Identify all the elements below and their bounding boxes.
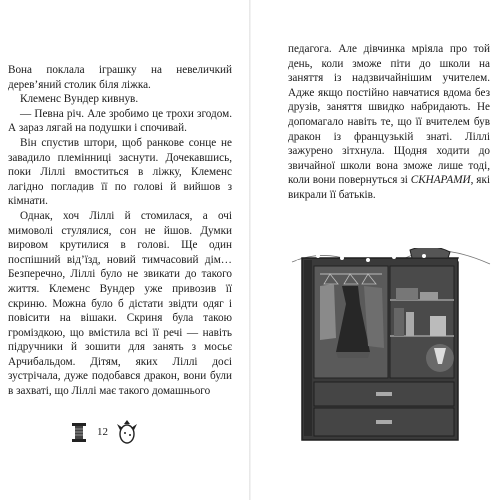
paragraph-text: педагога. Але дівчинка мріяла про той день, коли зможе піти до школи на заняття із надзвичайнішим учителем. Адже якщо постійно навчатися вдома без друзів, заняття швидко набридають. Не допомагало навіть те, що її вчителем був дракон із французькій знаті. Ліллі зажурено зітхнула. Щодня ходити до звичайної школи вона зможе лише тоді, коли вони повернуться зі [288, 43, 490, 187]
paragraph: — Певна річ. Але зробимо це трохи згодом. А зараз лягай на подушки і спочивай. [8, 107, 232, 135]
page-number: 12 [97, 426, 108, 438]
paragraph: Клеменс Вундер кивнув. [20, 93, 139, 106]
paragraph [288, 42, 490, 203]
paragraph-text-end: , які викрали її батьків. [288, 174, 490, 201]
paragraph: Вона поклала іграшку на невеличкий дерев’яний столик біля ліжка. [8, 64, 232, 91]
paragraph: Він спустив штори, щоб ранкове сонце не завадило племінниці заснути. Дочекавшись, поки Ліллі вмоститься в ліжку, Клеменс лагідно погладив її по голові й вийшов з кімнати. [8, 136, 232, 208]
trunk-illustration [290, 248, 495, 448]
emphasized-word: СКНАРАМИ [410, 174, 471, 187]
right-page-text [288, 42, 490, 203]
dragon-egg-icon [116, 420, 138, 444]
left-page-text [8, 63, 232, 399]
page-footer [70, 422, 170, 446]
paragraph: Однак, хоч Ліллі й стомилася, а очі мимоволі стулялися, сон не йшов. Думки вировом крутилися в голові. Ще один поспішний від’їзд, новий тимчасовий дім… Безперечно, Ліллі було не звикати до такого життя. Клеменс Вундер уже привозив її скриню. Можна було б дістати звідти одяг і повісити на вішаки. Скриня була такою громіздкою, що вмістила всі її речі — навіть підручники й зошити для занять з мосьє Арчибальдом. Дітям, яких Ліллі досі зустрічала, дуже подобався дракон, вони були в захваті, що Ліллі має такого домашнього [8, 209, 232, 398]
right-page [250, 0, 500, 500]
spool-icon [70, 422, 88, 444]
